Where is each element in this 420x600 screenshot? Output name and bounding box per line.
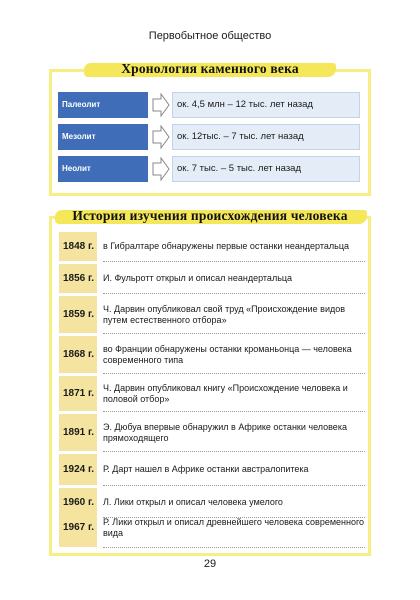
history-text: в Гибралтаре обнаружены первые останки неандертальца	[103, 232, 365, 262]
history-row	[59, 336, 364, 374]
period-dates: ок. 4,5 млн – 12 тыс. лет назад	[172, 92, 360, 118]
period-dates: ок. 7 тыс. – 5 тыс. лет назад	[172, 156, 360, 182]
history-panel	[49, 208, 371, 556]
history-text: Р. Дарт нашел в Африке останки австралопитека	[103, 454, 365, 486]
history-text: во Франции обнаружены останки кроманьонца — человека современного типа	[103, 336, 365, 374]
period-row	[58, 156, 362, 182]
period-name: Мезолит	[58, 124, 148, 150]
period-row	[58, 124, 362, 150]
history-row	[59, 454, 364, 486]
arrow-right-icon	[152, 125, 170, 149]
period-name: Палеолит	[58, 92, 148, 118]
page-header: Первобытное общество	[148, 30, 272, 42]
period-row	[58, 92, 362, 118]
history-row	[59, 264, 364, 294]
page-number: 29	[203, 558, 217, 570]
history-year: 1960 г.	[59, 488, 97, 518]
period-name: Неолит	[58, 156, 148, 182]
history-text: Р. Лики открыл и описал древнейшего человека современного вида	[103, 508, 365, 548]
history-text: Ч. Дарвин опубликовал книгу «Происхождение человека и половой отбор»	[103, 376, 365, 412]
stone-age-title: Хронология каменного века	[121, 61, 299, 76]
arrow-right-icon	[152, 157, 170, 181]
arrow-right-icon	[152, 93, 170, 117]
history-row	[59, 414, 364, 452]
history-year: 1868 г.	[59, 336, 97, 374]
history-text: И. Фульротт открыл и описал неандертальца	[103, 264, 365, 294]
history-row	[59, 296, 364, 334]
stone-age-panel	[49, 61, 371, 196]
history-text: Л. Лики открыл и описал человека умелого	[103, 488, 365, 518]
history-row	[59, 508, 364, 548]
history-year: 1924 г.	[59, 454, 97, 486]
history-year: 1871 г.	[59, 376, 97, 412]
history-year: 1891 г.	[59, 414, 97, 452]
history-year: 1856 г.	[59, 264, 97, 294]
period-dates: ок. 12тыс. – 7 тыс. лет назад	[172, 124, 360, 150]
history-year: 1967 г.	[59, 508, 97, 548]
history-row	[59, 232, 364, 262]
history-text: Ч. Дарвин опубликовал свой труд «Происхождение видов путем естественного отбора»	[103, 296, 365, 334]
history-year: 1859 г.	[59, 296, 97, 334]
history-text: Э. Дюбуа впервые обнаружил в Африке останки человека прямоходящего	[103, 414, 365, 452]
history-row	[59, 376, 364, 412]
history-year: 1848 г.	[59, 232, 97, 262]
history-title: История изучения происхождения человека	[72, 208, 348, 223]
